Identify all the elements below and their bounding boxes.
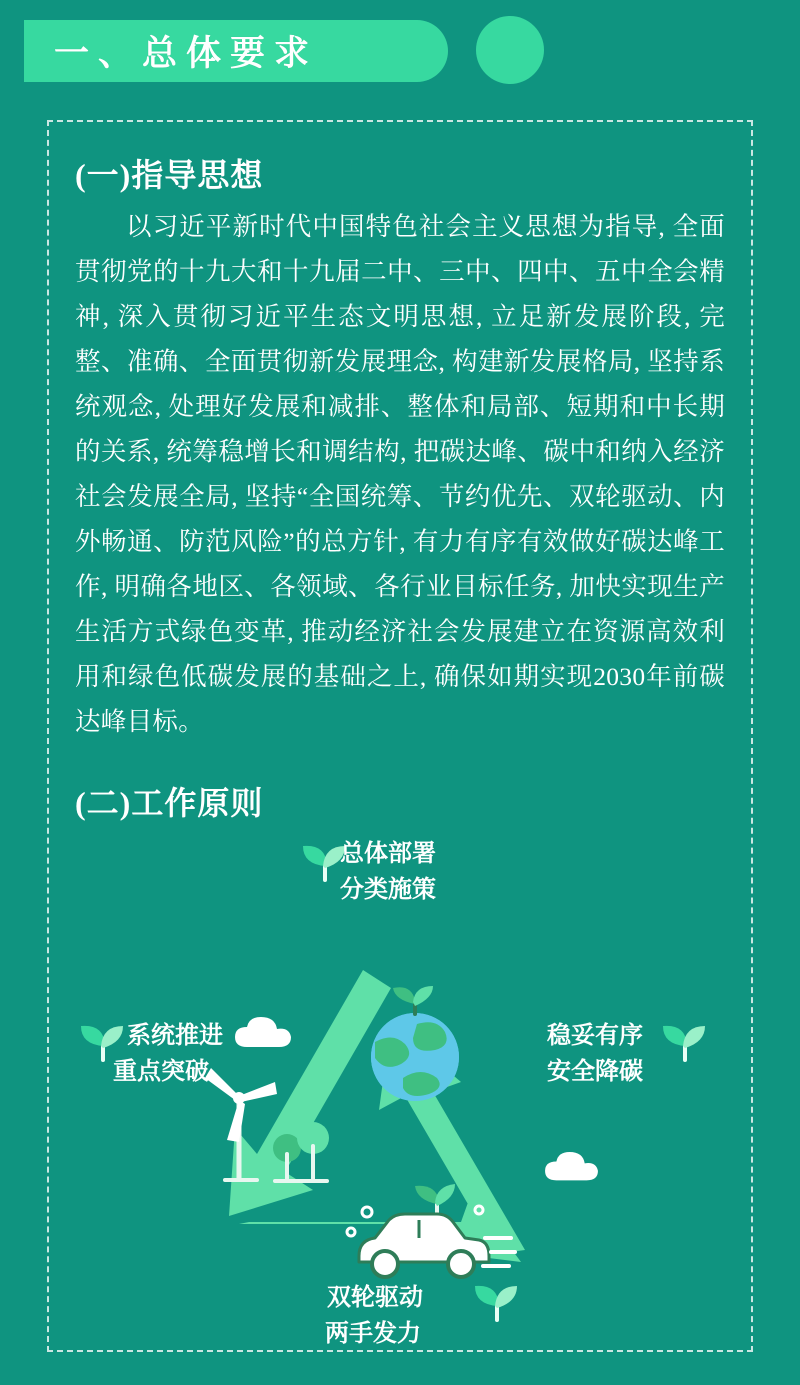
sprout-icon <box>663 1020 707 1062</box>
principle-right-line2: 安全降碳 <box>547 1059 643 1085</box>
principle-top-line2: 分类施策 <box>340 877 436 903</box>
page-header <box>0 0 800 100</box>
section-heading-work-principles: (二)工作原则 <box>75 785 264 821</box>
content-box <box>47 120 753 1352</box>
page-title: 一、总体要求 <box>54 34 319 73</box>
principle-label-right <box>547 1018 643 1090</box>
principle-label-bottom <box>327 1280 423 1352</box>
sprout-icon <box>475 1280 519 1322</box>
cloud-icon <box>545 1152 615 1186</box>
header-banner <box>24 20 448 82</box>
section-paragraph-guiding-thought: 以习近平新时代中国特色社会主义思想为指导, 全面贯彻党的十九大和十九届二中、三中、四中、五中全会精神, 深入贯彻习近平生态文明思想, 立足新发展阶段, 完整、准确、全面贯彻新发展理念, 构建新发展格局, 坚持系统观念, 处理好发展和减排、整体和局部、短期和中长期的关系, 统筹稳增长和调结构, 把碳达峰、碳中和纳入经济社会发展全局, 坚持“全国统筹、节约优先、双轮驱动、内外畅通、防范风险”的总方针, 有力有序有效做好碳达峰工作, 明确各地区、各领域、各行业目标任务, 加快实现生产生活方式绿色变革, 推动经济社会发展建立在资源高效利用和绿色低碳发展的基础之上, 确保如期实现2030年前碳达峰目标。 <box>75 212 725 736</box>
section-heading-guiding-thought: (一)指导思想 <box>75 157 264 193</box>
circle-decoration-icon <box>476 16 544 84</box>
earth-globe-icon <box>355 982 475 1112</box>
principle-label-top <box>340 836 436 908</box>
principle-bottom-line1: 双轮驱动 <box>327 1285 423 1311</box>
principle-left-line1: 系统推进 <box>127 1023 223 1049</box>
principle-bottom-line2: 两手发力 <box>325 1321 421 1347</box>
work-principles-diagram <box>75 832 725 1385</box>
principle-label-left <box>113 1018 223 1090</box>
principle-top-line1: 总体部署 <box>340 841 436 867</box>
principle-left-line2: 重点突破 <box>113 1059 209 1085</box>
electric-car-icon <box>333 1164 523 1294</box>
cloud-icon <box>235 1017 309 1053</box>
principle-right-line1: 稳妥有序 <box>547 1023 643 1049</box>
